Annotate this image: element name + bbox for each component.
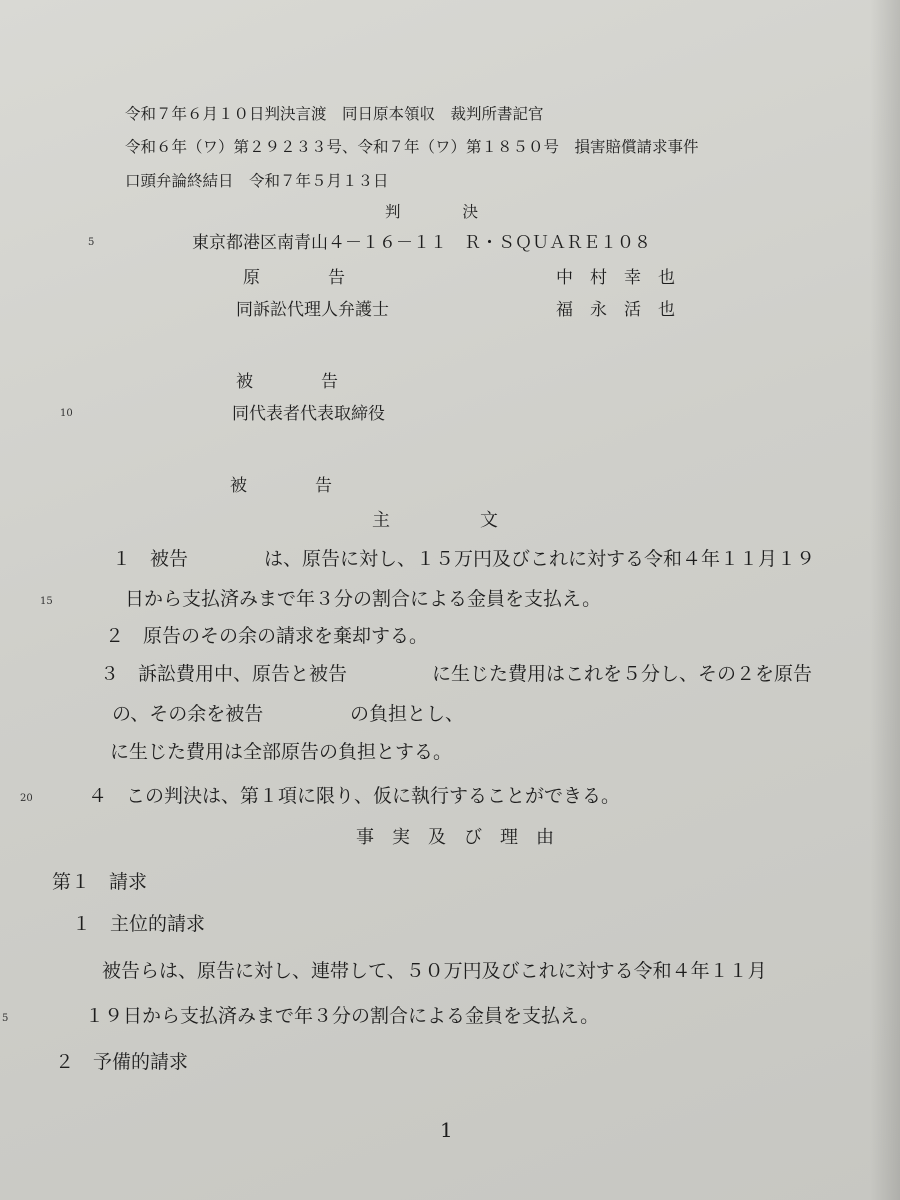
plaintiff-address: 東京都港区南青山４－１６－１１ Ｒ・ＳＱＵＡＲＥ１０８	[192, 233, 651, 253]
show-through-text	[470, 175, 640, 200]
shubun-item1-line1: １ 被告 は、原告に対し、１５万円及びこれに対する令和４年１１月１９	[112, 548, 816, 570]
shubun-item3-line2a: の、その余を被告	[112, 703, 264, 725]
shubun-heading: 主 文	[372, 510, 498, 531]
plaintiff-label: 原 告	[243, 268, 345, 288]
header-line-3: 口頭弁論終結日 令和７年５月１３日	[125, 172, 389, 190]
facts-heading: 事 実 及 び 理 由	[356, 827, 554, 848]
defendant1-label: 被 告	[236, 372, 338, 392]
line-number: 15	[40, 596, 53, 607]
plaintiff-name: 中 村 幸 也	[556, 268, 675, 288]
section-1-heading: 第１ 請求	[52, 871, 148, 893]
primary-claim-heading: １ 主位的請求	[72, 913, 206, 935]
shubun-item4: ４ この判決は、第１項に限り、仮に執行することができる。	[88, 785, 621, 807]
header-line-1: 令和７年６月１０日判決言渡 同日原本領収 裁判所書記官	[125, 105, 544, 123]
defendant2-label: 被 告	[230, 476, 332, 496]
shubun-item3-line1b: に生じた費用はこれを５分し、その２を原告	[432, 663, 813, 685]
page-edge-shadow	[870, 0, 900, 1200]
line-number: 5	[88, 237, 95, 248]
shubun-item3-line2b: の負担とし、	[350, 703, 465, 725]
page-number: 1	[440, 1118, 453, 1142]
document-title: 判 決	[385, 203, 479, 221]
shubun-item3-line3: に生じた費用は全部原告の負担とする。	[110, 741, 453, 763]
line-number: 10	[60, 408, 73, 419]
header-line-2: 令和６年（ワ）第２９２３３号、令和７年（ワ）第１８５０号 損害賠償請求事件	[125, 138, 699, 156]
attorney-label: 同訴訟代理人弁護士	[236, 300, 389, 320]
shubun-item3-line1a: ３ 訴訟費用中、原告と被告	[100, 663, 348, 685]
line-number: 5	[2, 1013, 9, 1024]
shubun-item2: ２ 原告のその余の請求を棄却する。	[105, 625, 429, 647]
alternative-claim-heading: ２ 予備的請求	[55, 1051, 189, 1073]
line-number: 20	[20, 793, 33, 804]
primary-claim-line1: 被告らは、原告に対し、連帯して、５０万円及びこれに対する令和４年１１月	[102, 960, 767, 982]
attorney-name: 福 永 活 也	[556, 300, 675, 320]
representative-label: 同代表者代表取締役	[232, 404, 385, 424]
shubun-item1-line2: 日から支払済みまで年３分の割合による金員を支払え。	[125, 588, 602, 610]
primary-claim-line2: １９日から支払済みまで年３分の割合による金員を支払え。	[85, 1005, 600, 1027]
